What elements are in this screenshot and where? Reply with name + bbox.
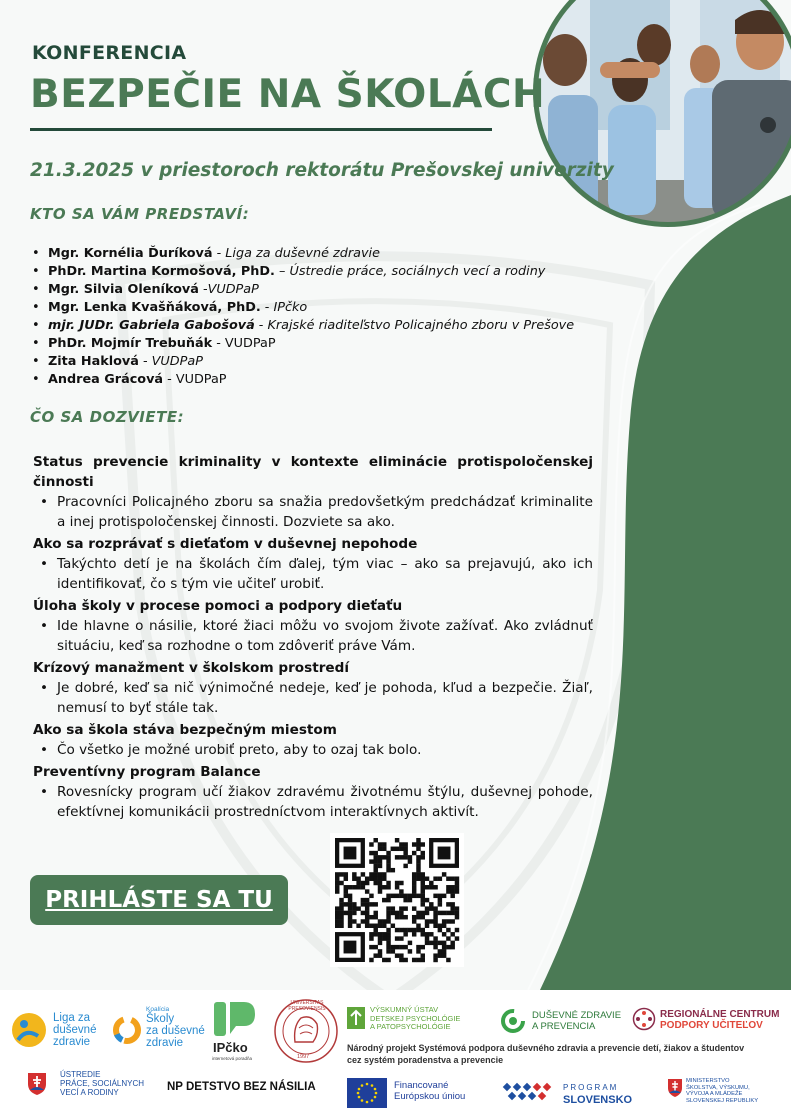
speaker-name: PhDr. Mojmír Trebuňák — [48, 336, 213, 351]
speaker-item — [48, 371, 628, 389]
topics-heading: ČO SA DOZVIETE: — [30, 408, 185, 426]
topic-description: • Takýchto detí je na školách čím ďalej, tým viac – ako sa prejavujú, ako ich identifikovať, čo s tým vie učiteľ urobiť. — [33, 554, 593, 594]
speaker-name: Zita Haklová — [48, 354, 139, 369]
topic-title: Úloha školy v procese pomoci a podpory dieťaťu — [33, 598, 403, 614]
conference-kicker: KONFERENCIA — [32, 42, 187, 64]
speaker-organization: Liga za duševné zdravie — [225, 246, 380, 261]
page-title: BEZPEČIE NA ŠKOLÁCH — [30, 72, 546, 117]
ministry-logo-text: MINISTERSTVO ŠKOLSTVA, VÝSKUMU, VÝVOJA A MLÁDEŽE SLOVENSKEJ REPUBLIKY — [686, 1078, 759, 1104]
topic-title: Preventívny program Balance — [33, 764, 261, 780]
project-description: Národný projekt Systémová podpora duševného zdravia a prevencie detí, žiakov a študentov cez systém poradenstva a prevencie — [347, 1043, 745, 1065]
topic-title: Status prevencie kriminality v kontexte eliminácie protispoločenskej činnosti — [33, 454, 593, 490]
topic-description: • Je dobré, keď sa nič výnimočné nedeje, keď je pohoda, kľud a bezpečie. Žiaľ, nemusí to byť stále tak. — [33, 678, 593, 718]
speaker-item — [48, 317, 628, 335]
speaker-item — [48, 353, 628, 371]
koalicia-logo-text: Koalícia Školy za duševné zdravie — [146, 1006, 205, 1049]
speaker-separator: - — [138, 354, 152, 369]
topics-list — [33, 452, 593, 824]
speaker-name: mjr. JUDr. Gabriela Gabošová — [48, 318, 255, 333]
topic-title: Krízový manažment v školskom prostredí — [33, 660, 350, 676]
speaker-organization: VUDPaP — [207, 282, 259, 297]
slovak-coat-of-arms-icon — [27, 1072, 47, 1096]
np-detstvo-label: NP DETSTVO BEZ NÁSILIA — [167, 1081, 316, 1093]
vudpap-logo-icon — [347, 1007, 365, 1029]
dzap-logo-icon — [500, 1008, 526, 1034]
speaker-item — [48, 263, 628, 281]
upsvr-logo-text: ÚSTREDIE PRÁCE, SOCIÁLNYCH VECÍ A RODINY — [60, 1070, 145, 1097]
speaker-name: Mgr. Kornélia Ďuríková — [48, 246, 213, 261]
speaker-separator: - — [212, 336, 225, 351]
speaker-separator: - — [163, 372, 176, 387]
dzap-logo-text: DUŠEVNÉ ZDRAVIE A PREVENCIA — [532, 1010, 622, 1032]
speaker-separator: - — [260, 300, 274, 315]
program-slovensko-text: PROGRAM SLOVENSKO — [563, 1083, 633, 1106]
speaker-organization: VUDPaP — [224, 336, 276, 351]
speaker-organization: IPčko — [273, 300, 308, 315]
liga-logo-text: Liga za duševné zdravie — [53, 1012, 97, 1048]
ministry-coat-of-arms-icon — [667, 1078, 683, 1098]
speaker-organization: Krajské riaditeľstvo Policajného zboru v Prešove — [267, 318, 575, 333]
koalicia-logo-icon — [112, 1015, 142, 1045]
speaker-organization: VUDPaP — [175, 372, 227, 387]
speaker-separator: - — [198, 282, 208, 297]
title-divider — [30, 128, 492, 131]
speaker-organization: VUDPaP — [151, 354, 203, 369]
liga-logo-icon — [10, 1010, 48, 1050]
qr-code-icon[interactable] — [330, 833, 464, 967]
topic-description: • Rovesnícky program učí žiakov zdravému životnému štýlu, duševnej pohode, efektívnej komunikácii prostredníctvom interaktívnych aktivít. — [33, 782, 593, 822]
register-button[interactable]: PRIHLÁSTE SA TU — [30, 875, 288, 925]
speaker-separator: - — [254, 318, 268, 333]
speaker-name: PhDr. Martina Kormošová, PhD. — [48, 264, 275, 279]
speaker-item — [48, 245, 628, 263]
speaker-separator: - — [212, 246, 226, 261]
speaker-item — [48, 281, 628, 299]
program-slovensko-icon — [502, 1080, 558, 1106]
rcpu-logo-text: REGIONÁLNE CENTRUM PODPORY UČITEĽOV — [660, 1009, 780, 1031]
vudpap-logo-text: VÝSKUMNÝ ÚSTAV DETSKEJ PSYCHOLÓGIE A PATOPSYCHOLÓGIE — [370, 1005, 461, 1031]
ipcko-logo-icon — [212, 1000, 257, 1038]
eu-funding-text: Financované Európskou úniou — [394, 1080, 466, 1102]
speaker-item — [48, 335, 628, 353]
speaker-name: Andrea Grácová — [48, 372, 164, 387]
topic-description: • Pracovníci Policajného zboru sa snažia predovšetkým predchádzať kriminalite a inej protispoločenskej činnosti. Dozviete sa ako. — [33, 492, 593, 532]
eu-flag-icon — [347, 1078, 387, 1108]
topic-description: • Čo všetko je možné urobiť preto, aby to ozaj tak bolo. — [33, 740, 593, 760]
speaker-name: Mgr. Lenka Kvašňáková, PhD. — [48, 300, 261, 315]
partner-logos-footer: Liga za duševné zdravie Koalícia Školy za duševné zdravie IPčko internetová poradňa UNIVERSITAS PRESOVIENSIS 1997 VÝSKUMNÝ ÚSTAV DETSKEJ PSYCHOLÓGIE A PATOPSYCHOLÓGIE DUŠEVNÉ ZDRAVIE A PREVENCIA REGIONÁLNE CENTRUM PODPORY UČITEĽOV Národný projekt Systémová podpora duševného zdravia a prevencie detí, žiakov a študentov cez systém poradenstva a prevencie ÚSTREDIE PRÁCE, SOCIÁLNYCH VECÍ A RODINY NP DETSTVO BEZ NÁSILIA Financované Európskou úniou PROGRAM SLOVENSKO MINISTERSTVO ŠKOLSTVA, VÝSKUMU, VÝVOJA A MLÁDEŽE SLOVENSKEJ REPUBLIKY — [0, 990, 791, 1120]
speaker-name: Mgr. Silvia Oleníková — [48, 282, 199, 297]
speaker-organization: Ústredie práce, sociálnych vecí a rodiny — [289, 264, 546, 279]
topic-title: Ako sa rozprávať s dieťaťom v duševnej nepohode — [33, 536, 418, 552]
speaker-item — [48, 299, 628, 317]
speakers-list — [30, 245, 628, 389]
rcpu-logo-icon — [632, 1007, 656, 1031]
topic-title: Ako sa škola stáva bezpečným miestom — [33, 722, 337, 738]
ipcko-logo-text: IPčko — [213, 1040, 248, 1055]
event-date-location: 21.3.2025 v priestoroch rektorátu Prešovskej univerzity — [30, 160, 614, 181]
topic-description: • Ide hlavne o násilie, ktoré žiaci môžu vo svojom živote zažívať. Ako zvládnuť situáciu, keď sa rozhodne o tom zdôveriť práve Vám. — [33, 616, 593, 656]
speaker-separator: – — [274, 264, 290, 279]
speakers-heading: KTO SA VÁM PREDSTAVÍ: — [30, 205, 250, 223]
